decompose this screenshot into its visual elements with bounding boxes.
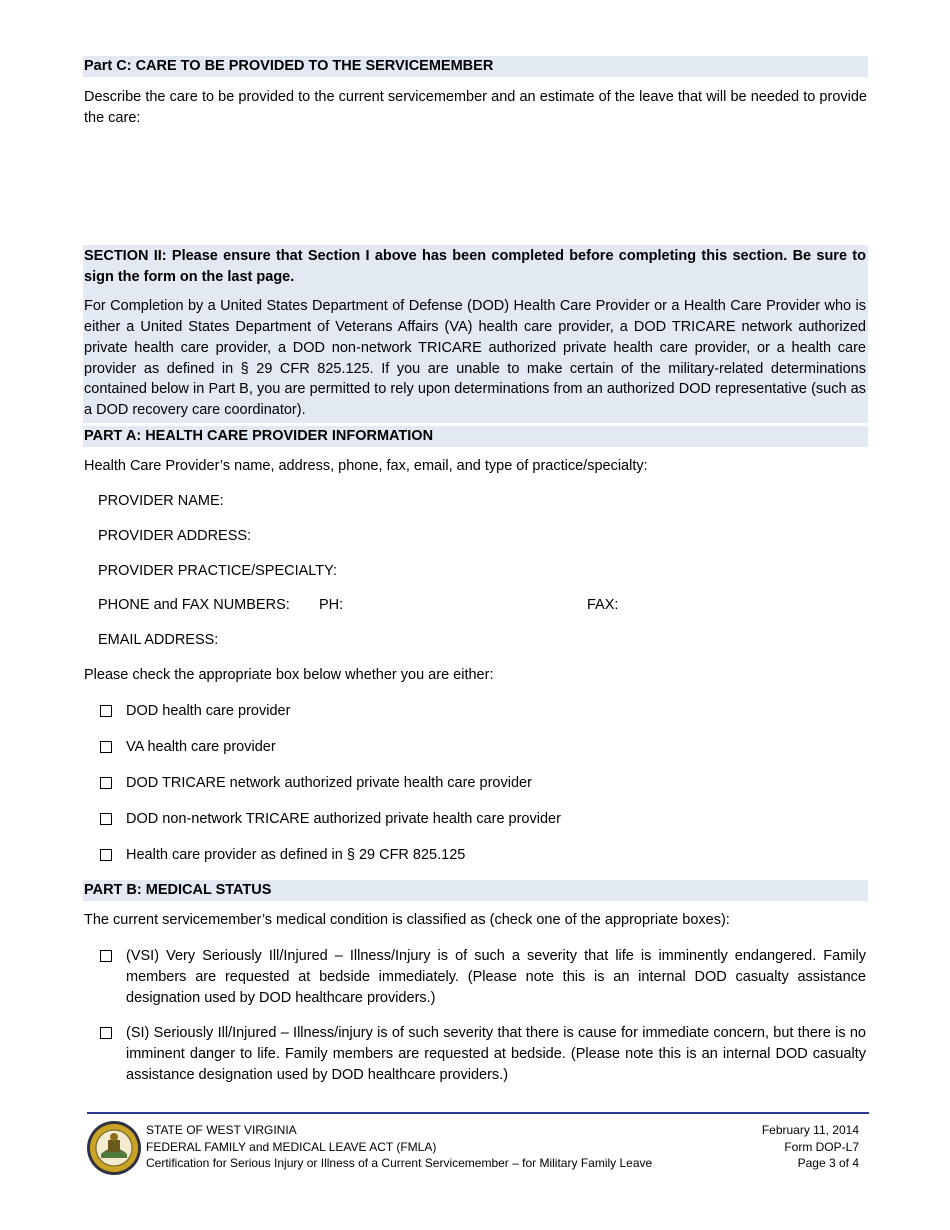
checkbox-dod-provider[interactable]: [100, 705, 112, 717]
part-c-title: Part C: CARE TO BE PROVIDED TO THE SERVICEMEMBER: [84, 58, 494, 74]
footer-form-number: Form DOP-L7: [784, 1139, 859, 1154]
provider-name-field[interactable]: [230, 491, 860, 511]
phone-field[interactable]: [350, 595, 570, 615]
checkbox-tricare-network[interactable]: [100, 777, 112, 789]
phone-fax-label: PHONE and FAX NUMBERS:: [98, 597, 290, 613]
option-tricare-network: DOD TRICARE network authorized private health care provider: [126, 775, 532, 791]
footer-act: FEDERAL FAMILY and MEDICAL LEAVE ACT (FMLA): [146, 1139, 437, 1154]
checkbox-va-provider[interactable]: [100, 741, 112, 753]
option-tricare-non-network: DOD non-network TRICARE authorized private health care provider: [126, 811, 561, 827]
provider-specialty-label: PROVIDER PRACTICE/SPECIALTY:: [98, 563, 338, 579]
section2-title: SECTION II: Please ensure that Section I above has been completed before completing this section. Be sure to sign the form on the last page.: [84, 248, 866, 285]
provider-address-field[interactable]: [250, 526, 860, 546]
provider-name-label: PROVIDER NAME:: [98, 493, 224, 509]
care-description-field[interactable]: [84, 132, 867, 237]
part-b-header-band: [83, 880, 868, 901]
option-si: (SI) Seriously Ill/Injured – Illness/injury is of such severity that there is cause for immediate concern, but there is no imminent danger to life. Family members are requested at bedside. (Please note this is an internal DOD casualty assistance designation used by DOD healthcare providers.): [126, 1025, 866, 1083]
section2-band: [83, 245, 868, 423]
part-b-title: PART B: MEDICAL STATUS: [84, 882, 272, 898]
fax-field[interactable]: [622, 595, 860, 615]
provider-address-label: PROVIDER ADDRESS:: [98, 528, 252, 544]
option-va-provider: VA health care provider: [126, 739, 276, 755]
checkbox-vsi[interactable]: [100, 950, 112, 962]
checkbox-cfr-provider[interactable]: [100, 849, 112, 861]
checkbox-tricare-non-network[interactable]: [100, 813, 112, 825]
provider-type-prompt: Please check the appropriate box below whether you are either:: [84, 667, 494, 683]
section2-body: For Completion by a United States Department of Defense (DOD) Health Care Provider or a Health Care Provider who is either a United States Department of Veterans Affairs (VA) health care provider, a DOD TRICARE network authorized private health care provider, a DOD non-network TRICARE authorized private health care provider, or a health care provider as defined in § 29 CFR 825.125. If you are unable to make certain of the military-related determinations contained below in Part B, you are permitted to rely upon determinations from an authorized DOD representative (such as a DOD recovery care coordinator).: [84, 298, 866, 418]
fax-label: FAX:: [587, 597, 619, 613]
footer-rule: [87, 1112, 869, 1114]
provider-specialty-field[interactable]: [330, 561, 860, 581]
checkbox-si[interactable]: [100, 1027, 112, 1039]
part-a-title: PART A: HEALTH CARE PROVIDER INFORMATION: [84, 428, 434, 444]
footer-date: February 11, 2014: [761, 1123, 859, 1137]
part-b-intro: The current servicemember’s medical condition is classified as (check one of the appropriate boxes):: [84, 912, 730, 928]
email-label: EMAIL ADDRESS:: [98, 632, 219, 648]
email-field[interactable]: [222, 630, 860, 650]
part-a-header-band: [83, 426, 868, 447]
footer-state: STATE OF WEST VIRGINIA: [146, 1123, 297, 1137]
footer-certification: Certification for Serious Injury or Illness of a Current Servicemember – for Military Family Leave: [146, 1156, 653, 1170]
footer-page-number: Page 3 of 4: [797, 1156, 859, 1170]
part-c-prompt: Describe the care to be provided to the current servicemember and an estimate of the leave that will be needed to provide the care:: [84, 89, 867, 126]
option-cfr-provider: Health care provider as defined in § 29 CFR 825.125: [126, 847, 466, 863]
part-a-intro: Health Care Provider’s name, address, phone, fax, email, and type of practice/specialty:: [84, 458, 648, 474]
footer-left: [146, 1122, 652, 1172]
option-dod-provider: DOD health care provider: [126, 703, 291, 719]
footer-right: [762, 1122, 859, 1172]
state-seal-icon: [86, 1120, 142, 1176]
part-c-header-band: [83, 56, 868, 77]
ph-label: PH:: [319, 597, 344, 613]
option-vsi: (VSI) Very Seriously Ill/Injured – Illness/Injury is of such a severity that life is imminently endangered. Family members are requested at bedside immediately. (Please note this is an internal DOD casualty assistance designation used by DOD healthcare providers.): [126, 948, 866, 1006]
